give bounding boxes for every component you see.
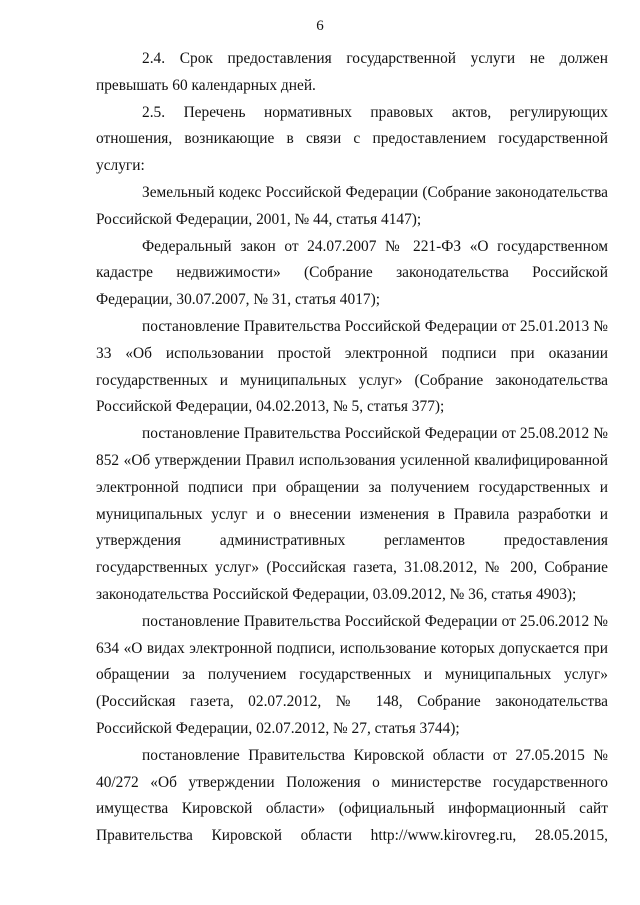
paragraph-text: Федеральный закон от 24.07.2007 № 221-ФЗ «О государственном кадастре недвижимости» (Собрание законодательства Российской Федерации, 30.07.2007, № 31, статья 4017); [96,237,608,309]
paragraph-text: 2.4. Срок предоставления государственной услуги не должен превышать 60 календарных дней. [96,50,608,94]
paragraph-text: постановление Правительства Российской Федерации от 25.01.2013 № 33 «Об использовании простой электронной подписи при оказании государственных и муниципальных услуг» (Собрание законодательства Российской Федерации, 04.02.2013, № 5, статья 377); [96,317,608,416]
page-number: 6 [316,18,324,34]
paragraph-text: Земельный кодекс Российской Федерации (Собрание законодательства Российской Федерации, 2001, № 44, статья 4147); [96,183,608,228]
paragraph-text: постановление Правительства Российской Федерации от 25.06.2012 № 634 «О видах электронной подписи, использование которых допускается при обращении за получением государственных и муниципальных услуг» (Российская газета, 02.07.2012, № 148, Собрание законодательства Российской Федерации, 02.07.2012, № 27, статья 3744); [96,612,608,737]
paragraph-text: 2.5. Перечень нормативных правовых актов, регулирующих отношения, возникающие в связи с предоставлением государственной услуги: [96,103,608,175]
law-item-resolution-852 [96,421,608,609]
paragraph-2-5 [96,100,608,180]
law-item-land-code [96,180,608,234]
paragraph-text: постановление Правительства Российской Федерации от 25.08.2012 № 852 «Об утверждении Правил использования усиленной квалифицированной электронной подписи при обращении за получением государственных и муниципальных услуг и о внесении изменения в Правила разработки и утверждения административных регламентов предоставления государственных услуг» (Российская газета, 31.08.2012, № 200, Собрание законодательства Российской Федерации, 03.09.2012, № 36, статья 4903); [96,425,608,603]
law-item-resolution-33 [96,314,608,421]
law-item-federal-law-221 [96,234,608,314]
law-item-kirov-resolution-40-272 [96,743,608,850]
paragraph-2-4 [96,46,608,100]
paragraph-text: постановление Правительства Кировской области от 27.05.2015 № 40/272 «Об утверждении Положения о министерстве государственного имущества Кировской области» (официальный информационный сайт Правительства Кировской области http://www.kirovreg.ru, 28.05.2015, [96,746,608,845]
law-item-resolution-634 [96,609,608,743]
document-body [96,46,608,850]
